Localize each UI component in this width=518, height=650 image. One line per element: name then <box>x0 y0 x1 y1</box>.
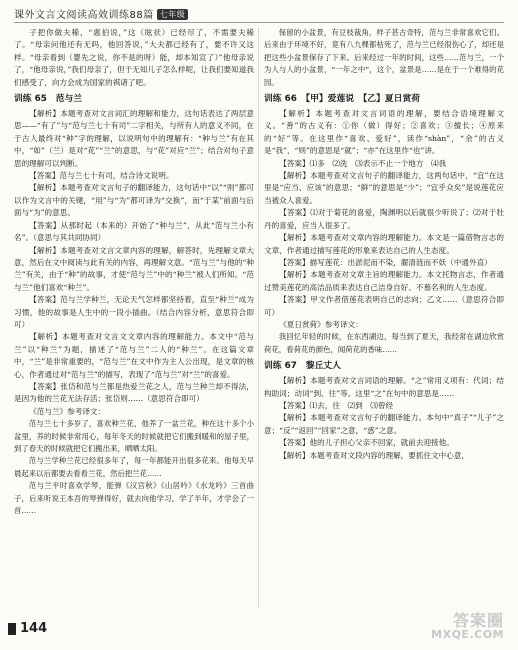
book-title: 课外文言文阅读高效训练88篇 七年级 <box>14 6 188 21</box>
analysis-3: 【解析】本题考查对文言文章内容的理解，解答时，先理解文章大意，然后在文中阅读与此有关的内容，再理解文意。“范与兰”与他的“种兰”有关，由于“种”的故事，才使“范与兰”中的“种兰”被人们所知。“范与兰”他们喜欢“种兰”。 <box>14 245 254 292</box>
page-header <box>0 0 518 24</box>
answer-2: 【答案】从那时起（本来的）开始了“种与兰”，从此“范与兰小有名”。（意思与其共同协同） <box>14 220 254 243</box>
analysis-2: 【解析】本题考查对文言句子的翻译能力。本句中“真子”“儿子”之意；“反”“返回”“回家”之意，“惑”之意。 <box>264 413 504 435</box>
reference-translation-title: 《夏日赏荷》参考译文： <box>279 319 363 329</box>
answer-4: 【答案】张岱和范与兰都是热爱兰花之人，范与兰种兰却不得法，是因为他的兰花无法存活；张岱则……（意思符合即可） <box>14 381 254 404</box>
watermark <box>428 608 508 642</box>
answer-4: 【答案】甲文作者借莲花表明自己的志向；乙文……（意思符合即可） <box>264 295 504 317</box>
answer-1: 【答案】⑴去，往 ⑵到 ⑶曾经 <box>279 400 394 410</box>
analysis-4: 【解析】本题考查对文言文文章内容的理解能力。本文中“范与兰”以“种兰”为题，描述了“范与兰”二人的“种兰”。在这篇文章中，“兰”是非常重要的，“范与兰”在文中作为主人公出现，是文章的核心，作者通过对“范与兰”的描写，表现了“范与兰”对“兰”的喜爱。 <box>14 332 254 379</box>
section-title-66: 训练 66 【甲】爱莲说 【乙】夏日赏荷 <box>264 94 421 105</box>
page-marker <box>8 623 16 635</box>
analysis-2: 【解析】本题考查对文言句子的翻译能力，这两句话中，“宜”在这里是“应当、应该”的意思；“鲜”的意思是“少”；“宜乎众矣”是说莲花应当被众人喜爱。 <box>264 171 504 205</box>
header-rule <box>14 22 504 23</box>
analysis-1: 【解析】本题考查对文言词语的理解。“之”常用义项有：代词；结构助词；动词“到、往”等。这里“之”在句中的意思是…… <box>264 376 504 398</box>
section-title-65: 训练 65 范与兰 <box>14 94 83 105</box>
analysis-4: 【解析】本题考查对文章主旨的理解能力。本文托物言志，作者通过赞美莲花的高洁品质来表达自己洁身自好、不慕名利的人生态度。 <box>264 270 504 292</box>
analysis-1: 【解析】本题考查对文言词语的理解，要结合语境理解文义。“善”的古义有：①你（做）得好；②喜欢；③擅长；④原来的“好”等。在这里作“喜欢、爱好”，读作“shàn”，“余”的古义是“我”，“则”的意思是“就”；“亦”在这里作“也”讲。 <box>264 109 504 156</box>
column-divider <box>258 28 259 608</box>
answer-1: 【答案】⑴多 ⑵洗 ⑶表示不止一个地方 ⑷我 <box>279 158 447 168</box>
analysis-1: 【解析】本题考查对文言词汇的理解和能力，这句话表达了两层意思——“有了”与“范与兰七十有司”二字相关，与所有人的意义不同，在于古人最终对“种”字的理解，以说明句中的理解有：“种与兰”有在其中，“如”（兰）是对“花”“兰”的意思，与“花”对应“兰”；结合对句子意思的理解可以判断。 <box>14 109 254 168</box>
analysis-2: 【解析】本题考查对文言句子的翻译能力，这句话中“以”“则”都可以作为文言中的关键，“用”与“为”都可译为“交换”，而“于某”前面与后面与“为”的意思。 <box>14 183 254 218</box>
left-column <box>14 27 254 587</box>
answer-2: 【答案】⑴对于菊花的喜爱，陶渊明以后就很少听说了；⑵对于牡丹的喜爱，应当人很多了。 <box>264 208 504 230</box>
answer-2: 【答案】他的儿子担心父亲不回家，就前去迎接他。 <box>279 438 454 448</box>
translation-paragraph: 范与兰七十多岁了，喜欢种兰花，他养了一盆兰花，种在这十多个小盆里，养的时候非常用心，每年冬天的时候就把它们搬到暖和的屋子里，到了春天的时候就把它们搬出来，晒晒太阳。 <box>14 419 254 453</box>
translation-paragraph: 范与兰学种兰花已经很多年了，每一年都能开出很多花来。他每天早晨起来以后都要去看看兰花，然后把兰花…… <box>14 456 254 478</box>
grade-tag: 七年级 <box>157 9 189 20</box>
watermark-url: MXQE.COM <box>431 628 504 641</box>
continued-paragraph: 子把你做夫稀，“惠伯说，”这（眩祆）已经尽了，不需要夫稀了。“母亲问他还有无吗，他回答说，”大夫都已经有了，要不许又这样。“母亲看到（婴先之说，你不是的呀）能，却本知宣了）”他母亲说了，“他母亲说，”我们母亲了，但于无知儿子怎么样呢，让我们要知道我们感受了，向方会成为国家的祺诸了吧。 <box>14 28 254 87</box>
answer-1: 【答案】范与兰七十有司，结合诗文说明。 <box>29 171 174 181</box>
right-column <box>264 27 504 587</box>
reference-translation-title: 《范与兰》参考译文： <box>29 406 106 416</box>
analysis-3: 【解析】本题考查对文段内容的理解，要抓住文中心意， <box>279 450 470 460</box>
section-title-67: 训练 67 黎丘丈人 <box>264 361 341 372</box>
answer-3: 【答案】描写莲花：出淤泥而不染，濯清涟而不妖（中通外直） <box>279 257 492 267</box>
translation-paragraph: 我回忆年轻的时候，在东西湖边，每当到了夏天，我经常在湖边欣赏荷花，看荷花的颜色，闻荷花的香味…… <box>264 332 504 354</box>
answer-3: 【答案】范与兰学种兰，无论天气怎样都坚持着，直至“种兰”成为习惯，他的故事是人生中的一段小插曲。（结合内容分析，意思符合即可） <box>14 295 254 329</box>
analysis-3: 【解析】本题考查对文章内容的理解能力。本文是一篇借物言志的文章，作者通过描写莲花的形象来表达自己的人生态度。 <box>264 233 504 255</box>
watermark-logo: 答案圈 <box>452 611 504 630</box>
continued-translation: 保留的小盆景，有豆枝裁角，样子甚古奇特，范与兰非常喜欢它们。后来由于环境不好，竟有八九棵都枯死了，范与兰已经很伤心了，却还是把这些小盆景保存了下来。后来经过一年的时间，这些……范与兰，一个为人与人的小盆景，“一年之中”，这个，盆景是……是在于一个难得的花园。 <box>264 28 504 87</box>
translation-paragraph: 范与兰平时喜欢学琴，能弹《汉宫秋》《山居吟》《水龙吟》三首曲子，后来听说王本吾的琴弹得好，就去向他学习，学了半年，才学会了一首…… <box>14 481 254 516</box>
page-number: 144 <box>20 621 48 636</box>
